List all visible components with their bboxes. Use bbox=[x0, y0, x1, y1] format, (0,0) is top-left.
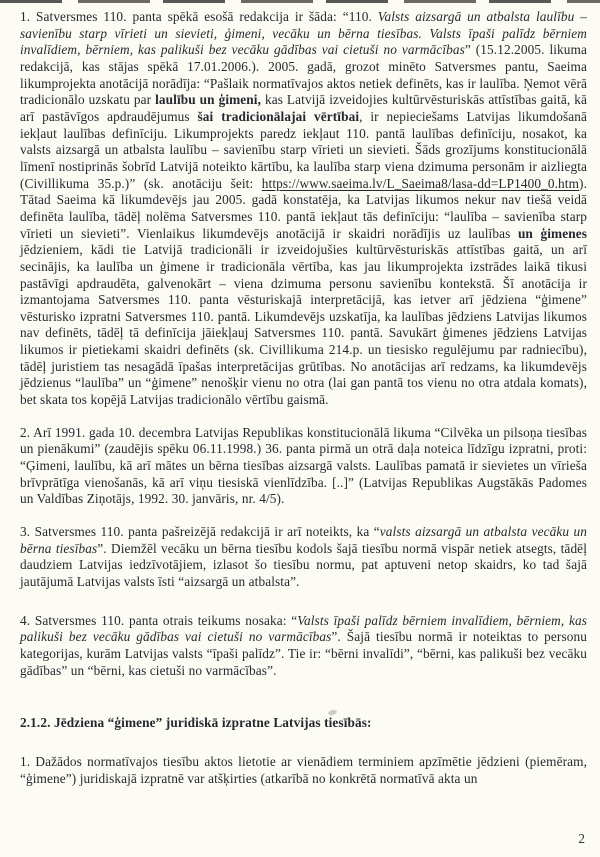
text-run: valsts aizsargā un atbalsta vecāku un bērna tiesības bbox=[20, 524, 587, 556]
page-number: 2 bbox=[578, 831, 585, 846]
document-body bbox=[20, 9, 587, 787]
text-run: 2. Arī 1991. gada 10. decembra Latvijas Republikas konstitucionālā likuma “Cilvēka un pilsoņa tiesības un pienākumi” (zaudējis spēku 06.11.1998.) 36. panta pirmā un otrā daļa noteica līdzīgu izpratni, proti: “Ģimeni, laulību, kā arī mātes un bērna tiesības aizsargā valsts. Laulības pamatā ir sievietes un vīrieša brīvprātīga vienošanās, kā arī viņu tiesiskā vienlīdzība. [..]” (Latvijas Republikas Augstākās Padomes un Valdības Ziņotājs, 1992. 30. janvāris, nr. 4/5). bbox=[20, 424, 587, 507]
saeima-annotation-link[interactable]: https://www.saeima.lv/L_Saeima8/lasa-dd=LP1400_0.htm bbox=[261, 175, 580, 191]
text-run: ”. Diemžēl vecāku un bērna tiesību kodols šajā tiesību normā vispār netiek atsegts, tādēļ daudziem Latvijas iedzīvotājiem, izlasot šo tiesību normu, pat aptuveni netop skaidrs, ko tad šajā jautājumā Latvijas valsts īsti “aizsargā un atbalsta”. bbox=[20, 540, 587, 589]
paragraph bbox=[20, 425, 587, 508]
paragraph bbox=[20, 524, 587, 591]
text-run: Valsts īpaši palīdz bērniem invalīdiem, bērniem, kas palikuši bez vecāku gādības vai cietuši no varmācības bbox=[20, 612, 587, 645]
text-run: šai tradicionālajai vērtībai bbox=[197, 108, 360, 124]
text-run: laulību un ģimeni, bbox=[155, 92, 262, 108]
text-run: 4. Satversmes 110. panta otrais teikums nosaka: “ bbox=[20, 612, 298, 628]
text-run: Valsts aizsargā un atbalsta laulību – savienību starp vīrieti un sievieti, ģimeni, vecāku un bērna tiesības. Valsts īpaši palīdz bērniem invalīdiem, bērniem, kas palikuši bez vecāku gādības vai cietuši no varmācības bbox=[20, 9, 587, 58]
paragraph bbox=[20, 613, 587, 680]
paragraph bbox=[20, 754, 587, 787]
text-run: 1. Satversmes 110. panta spēkā esošā redakcija ir šāda: “110. bbox=[20, 9, 378, 24]
paragraph bbox=[20, 9, 587, 409]
scan-edge-artifact bbox=[0, 0, 600, 3]
text-run: kas Latvijā izveidojies kultūrvēsturiskās attīstības gaitā, kā arī pastāvīgos apdraudējumus bbox=[20, 92, 587, 124]
text-run: ). Tātad Saeima kā likumdevējs jau 2005. gadā konstatēja, ka Latvijas likumos nekur nav tiešā veidā definēta laulība, tādēļ nolēma Satversmes 110. pantā iekļaut tās definīciju: “laulība – savienība starp vīrieti un sievieti”. Vienlaikus likumdevējs anotācijā ir skaidri norādījis uz laulības bbox=[20, 175, 587, 241]
text-run: 3. Satversmes 110. panta pašreizējā redakcijā ir arī noteikts, ka “ bbox=[20, 524, 380, 540]
text-run: un ģimenes bbox=[517, 225, 587, 241]
text-run: jēdzieniem, kādi tie Latvijā tradicionāli ir izveidojušies kultūrvēsturiskās attīstības gaitā, un arī secinājis, ka laulība un ģimene ir tradicionāla vērtība, kas jau likumprojekta izstrādes laikā tikusi pastāvīgi apdraudēta, galvenokārt – viena dzimuma personu savienību kontekstā. Šī anotācija ir izmantojama Satversmes 110. panta vēsturiskajā interpretācijā, kas ietver arī jēdziena “ģimene” vēsturisko izpratni Satversmes 110. pantā. Likumdevējs uzskatīja, ka laulības jēdziens Latvijas likumos nav definēts, tādēļ tā definīcija jāiekļauj Satversmes 110. pantā. Savukārt ģimenes jēdziens Latvijas likumos ir pietiekami skaidri definēts (sk. Civillikuma 214.p. un tiesisko regulējumu par radniecību), tādēļ juristiem tas nesagādā īpašas interpretācijas grūtības. No anotācijas arī redzams, ka likumdevējs jēdzienus “laulība” un “ģimene” nenošķir vienu no otra (lai gan pantā tos vienu no otra atdala komats), bet skata tos kopējā Latvijas tradicionālo vērtību gaismā. bbox=[20, 242, 587, 408]
section-heading bbox=[20, 715, 587, 732]
text-run: 2.1.2. Jēdziena “ģimene” juridiskā izpratne Latvijas tiesībās: bbox=[20, 715, 372, 731]
text-run: , ir nepieciešams Latvijas likumdošanā iekļaut laulības definīciju. Likumprojekts paredz iekļaut 110. pantā laulības definīciju, nosakot, ka valsts aizsargā un atbalsta laulību – savienību starp vīrieti un sievieti. Šāds grozījums konstitucionālā līmenī nostiprinās šobrīd Latvijā noteikto kārtību, ka laulība starp viena dzimuma personām ir aizliegta (Civillikuma 35.p.)” (sk. anotāciju šeit: bbox=[20, 108, 588, 191]
text-run: ” (15.12.2005. likuma redakcijā, kas stājas spēkā 17.01.2006.). 2005. gadā, grozot minēto Satversmes pantu, Saeima likumprojekta anotācijā norādīja: “Pašlaik normatīvajos aktos netiek definēts, kas ir laulība. Ņemot vērā tradicionālo uzskatu par bbox=[20, 42, 587, 108]
text-run: 1. Dažādos normatīvajos tiesību aktos lietotie ar vienādiem terminiem apzīmētie jēdzieni (piemēram, “ģimene”) juridiskajā izpratnē var atšķirties (atkarībā no konkrētā normatīvā akta un bbox=[20, 753, 587, 786]
text-run: ”. Šajā tiesību normā ir noteiktas to personu kategorijas, kurām Latvijas valsts “īpaši palīdz”. Tie ir: “bērni invalīdi”, “bērni, kas palikuši bez vecāku gādības” un “bērni, kas cietuši no varmācības”. bbox=[20, 629, 587, 678]
